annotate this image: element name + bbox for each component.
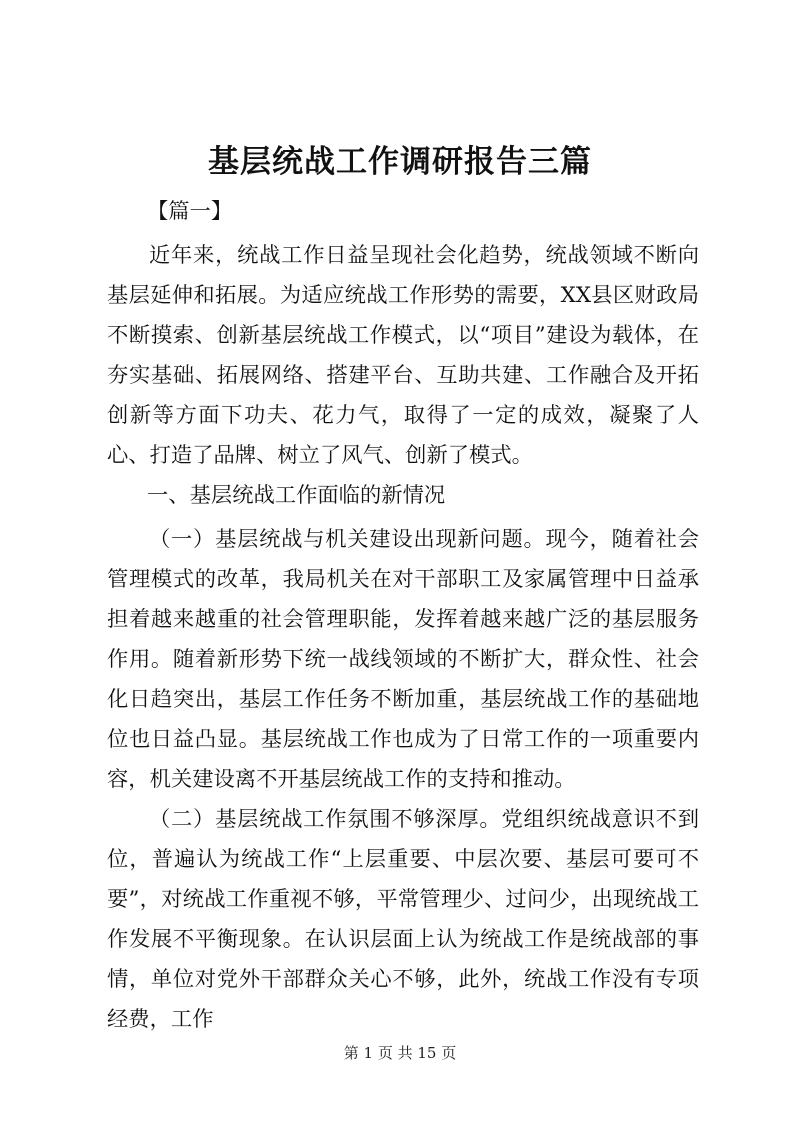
paragraph-intro: 近年来，统战工作日益呈现社会化趋势，统战领域不断向基层延伸和拓展。为适应统战工作形势的需要，XX县区财政局不断摸索、创新基层统战工作模式，以“项目”建设为载体，在夯实基础、拓展网络、搭建平台、互助共建、工作融合及开拓创新等方面下功夫、花力气，取得了一定的成效，凝聚了人心、打造了品牌、树立了风气、创新了模式。 <box>107 243 699 468</box>
page-title: 基层统战工作调研报告三篇 <box>208 144 592 180</box>
paragraph-subsection-1: （一）基层统战与机关建设出现新问题。现今，随着社会管理模式的改革，我局机关在对干部职工及家属管理中日益承担着越来越重的社会管理职能，发挥着越来越广泛的基层服务作用。随着新形势下统一战线领域的不断扩大，群众性、社会化日趋突出，基层工作任务不断加重，基层统战工作的基础地位也日益凸显。基层统战工作也成为了日常工作的一项重要内容，机关建设离不开基层统战工作的支持和推动。 <box>107 527 699 792</box>
section-marker: 【篇一】 <box>147 199 233 224</box>
section-heading: 一、基层统战工作面临的新情况 <box>147 483 446 508</box>
page-footer: 第 1 页 共 15 页 <box>343 1044 457 1062</box>
document-body <box>107 192 699 1040</box>
paragraph-subsection-2: （二）基层统战工作氛围不够深厚。党组织统战意识不到位，普遍认为统战工作“上层重要、中层次要、基层可要可不要”，对统战工作重视不够，平常管理少、过问少，出现统战工作发展不平衡现象。在认识层面上认为统战工作是统战部的事情，单位对党外干部群众关心不够，此外，统战工作没有专项经费，工作 <box>107 807 699 1032</box>
